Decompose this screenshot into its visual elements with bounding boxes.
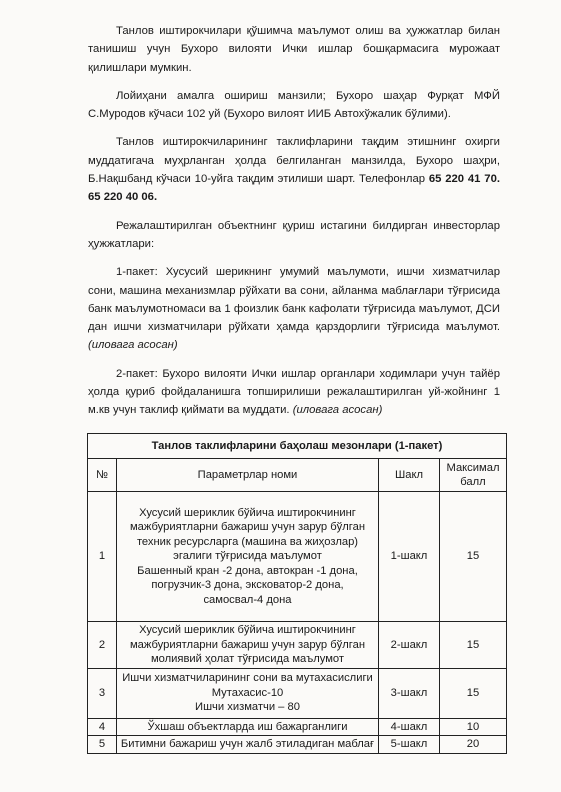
parameter-line: мажбуриятларни бажариш учун зарур бўлган [129, 521, 365, 534]
table-row [88, 736, 507, 754]
parameter-line: Хусусий шериклик бўйича иштирокчининг [139, 624, 356, 636]
paragraph-package-2 [88, 365, 500, 420]
parameter-line: Хусусий шериклик бўйича иштирокчининг [139, 506, 356, 519]
parameter-line: молиявий ҳолат тўғрисида маълумот [150, 653, 345, 665]
row-max-score: 15 [440, 622, 507, 669]
row-form: 1-шакл [379, 492, 440, 622]
table-row [88, 668, 507, 718]
row-parameter [117, 718, 379, 736]
row-max-score: 15 [440, 668, 507, 718]
package-2-text: 2-пакет: Бухоро вилояти Ички ишлар органлари ходимлари учун тайёр ҳолда қуриб фойдаланишга топширилиши режалаштирилган уй-жойнинг 1 м.кв учун таклиф қиймати ва муддати. [88, 367, 500, 417]
header-num: № [88, 459, 117, 492]
row-form: 5-шакл [379, 736, 440, 754]
table-title: Танлов таклифларини баҳолаш мезонлари (1-пакет) [88, 434, 507, 459]
package-2-note: (иловага асосан) [292, 404, 383, 417]
submission-text: Танлов иштирокчиларининг таклифларини тақдим этишнинг охирги муддатигача муҳрланган ҳолда белгиланган манзилда, Бухоро шаҳри, Б.Нақшбанд кўчаси 10-уйга тақдим этилиши шарт. Телефонлар [88, 136, 500, 186]
header-shakl: Шакл [379, 459, 440, 492]
parameter-line: Ишчи хизматчи – 80 [195, 701, 300, 714]
paragraph-submission [88, 133, 500, 206]
row-max-score: 20 [440, 736, 507, 754]
paragraph-contact-info: Танлов иштирокчилари қўшимча маълумот олиш ва ҳужжатлар билан танишиш учун Бухоро вилояти Ички ишлар бошқармасига мурожаат қилишлари мумкин. [88, 25, 500, 74]
parameter-line: Мутахасис-10 [211, 686, 284, 699]
row-parameter [117, 736, 379, 754]
row-form: 2-шакл [379, 622, 440, 669]
parameter-line: Ўхшаш объектларда иш бажарганлиги [147, 720, 348, 733]
row-parameter [117, 492, 379, 622]
package-1-text: 1-пакет: Хусусий шерикнинг умумий маълумоти, ишчи хизматчилар сони, машина механизмлар рўйхати ва сони, айланма маблағлари тўғрисида банк маълумотномаси ва 1 фоизлик банк кафолати тўғрисида маълумот, ДСИ дан ишчи хизматчилари рўйхати ҳамда қарздорлиги тўғрисида маълумот. [88, 266, 500, 334]
phone-numbers: 65 220 41 70. 65 220 40 06. [88, 173, 500, 204]
parameter-line: Башенный кран -2 дона, автокран -1 дона, [137, 564, 358, 577]
row-number: 4 [88, 718, 117, 736]
table-title-row [88, 434, 507, 459]
row-form: 4-шакл [379, 718, 440, 736]
header-ball: Максимал балл [440, 459, 507, 492]
parameter-line: эгалиги тўғрисида маълумот [173, 550, 322, 563]
row-number: 1 [88, 492, 117, 622]
parameter-line: техник ресурсларга (машина ва жиҳозлар) [136, 535, 359, 548]
row-number: 5 [88, 736, 117, 754]
table-row [88, 622, 507, 669]
parameter-line: Ишчи хизматчиларининг сони ва мутахасислиги [122, 672, 373, 685]
parameter-line: самосвал-4 дона [203, 593, 292, 606]
row-parameter [117, 668, 379, 718]
row-max-score: 15 [440, 492, 507, 622]
table-row [88, 718, 507, 736]
parameter-line: мажбуриятларни бажариш учун зарур бўлган [129, 638, 365, 651]
table-row [88, 492, 507, 622]
parameter-line: погрузчик-3 дона, эксковатор-2 дона, [151, 579, 344, 592]
paragraph-package-1 [88, 263, 500, 354]
paragraph-investor-docs: Режалаштирилган объектнинг қуриш истагини билдирган инвесторлар ҳужжатлари: [88, 219, 500, 250]
header-param: Параметрлар номи [117, 459, 379, 492]
parameter-line: Битимни бажариш учун жалб этиладиган маблағ [120, 738, 375, 750]
package-1-note: (иловага асосан) [88, 339, 178, 352]
row-max-score: 10 [440, 718, 507, 736]
table-header-row [88, 459, 507, 492]
body-text [88, 22, 500, 430]
row-form: 3-шакл [379, 668, 440, 718]
row-number: 3 [88, 668, 117, 718]
row-number: 2 [88, 622, 117, 669]
paragraph-project-address: Лойиҳани амалга ошириш манзили; Бухоро шаҳар Фурқат МФЙ С.Муродов кўчаси 102 уй (Бухоро вилоят ИИБ Автохўжалик бўлими). [88, 89, 500, 121]
evaluation-criteria-table [87, 433, 507, 754]
row-parameter [117, 622, 379, 669]
table-body [88, 492, 507, 754]
